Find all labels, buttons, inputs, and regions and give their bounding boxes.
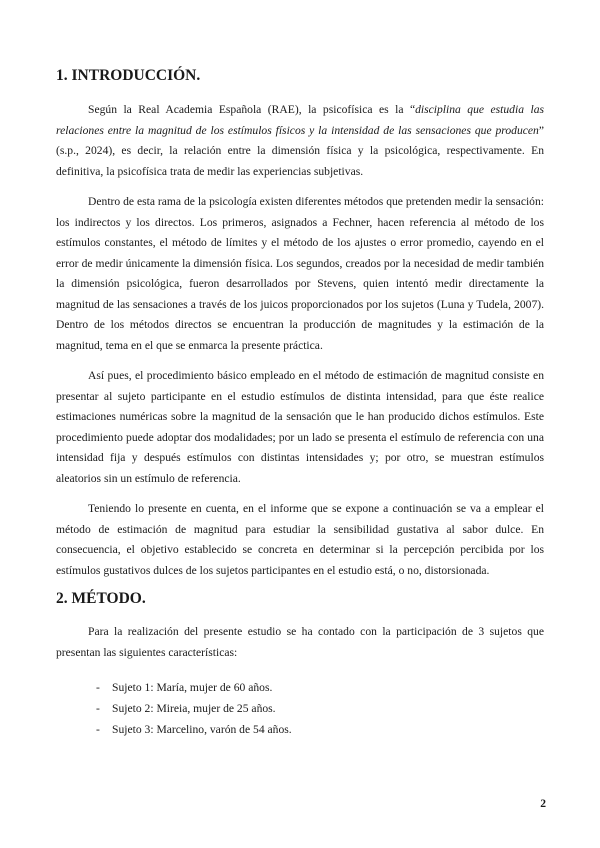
page-number: 2 [540, 797, 546, 810]
intro-paragraph-3: Así pues, el procedimiento básico empleado en el método de estimación de magnitud consiste en presentar al sujeto participante en el estudio estímulos de distinta intensidad, para que éste realice estimaciones numéricas sobre la magnitud de la sensación que le han producido dichos estímulos. Este procedimiento puede adoptar dos modalidades; por un lado se presenta el estímulo de referencia con una intensidad fija y después estímulos con distintas intensidades y; por otro, se muestran estímulos aleatorios sin un estímulo de referencia. [56, 369, 544, 485]
section-heading-metodo: 2. MÉTODO. [56, 590, 146, 607]
list-item-text: Sujeto 1: María, mujer de 60 años. [112, 681, 273, 694]
intro-paragraph-1 [56, 100, 544, 182]
intro-paragraph-1-pre: Según la Real Academia Española (RAE), la psicofísica es la “ [88, 103, 416, 116]
intro-paragraph-2: Dentro de esta rama de la psicología existen diferentes métodos que pretenden medir la sensación: los indirectos y los directos. Los primeros, asignados a Fechner, hacen referencia al método de los estímulos constantes, el método de límites y el método de los ajustes o error promedio, cayendo en el error de medir únicamente la dimensión física. Los segundos, creados por la necesidad de medir también la dimensión psicológica, fueron desarrollados por Stevens, quien intentó medir directamente la magnitud de las sensaciones a través de los juicos proporcionados por los sujetos (Luna y Tudela, 2007). Dentro de los métodos directos se encuentran la producción de magnitudes y la estimación de la magnitud, tema en el que se enmarca la presente práctica. [56, 195, 544, 352]
list-item [96, 719, 544, 740]
list-dash: - [96, 702, 100, 715]
page-content [56, 66, 544, 740]
list-dash: - [96, 681, 100, 694]
rae-definition-quote: disciplina que estudia las relaciones entre la magnitud de los estímulos físicos y la intensidad de las sensaciones que producen [56, 103, 544, 137]
list-item-text: Sujeto 3: Marcelino, varón de 54 años. [112, 723, 292, 736]
list-item [96, 677, 544, 698]
list-item [96, 698, 544, 719]
subjects-list [56, 677, 544, 740]
list-item-text: Sujeto 2: Mireia, mujer de 25 años. [112, 702, 276, 715]
list-dash: - [96, 723, 100, 736]
section-heading-introduccion: 1. INTRODUCCIÓN. [56, 67, 201, 84]
intro-paragraph-4: Teniendo lo presente en cuenta, en el informe que se expone a continuación se va a emplear el método de estimación de magnitud para estudiar la sensibilidad gustativa al sabor dulce. En consecuencia, el objetivo establecido se concreta en determinar si la percepción percibida por los estímulos gustativos dulces de los sujetos participantes en el estudio está, o no, distorsionada. [56, 502, 544, 577]
intro-paragraph-1-post: ” (s.p., 2024), es decir, la relación entre la dimensión física y la psicológica, respectivamente. En definitiva, la psicofísica trata de medir las experiencias subjetivas. [56, 123, 544, 178]
method-paragraph-1: Para la realización del presente estudio se ha contado con la participación de 3 sujetos que presentan las siguientes características: [56, 625, 544, 659]
